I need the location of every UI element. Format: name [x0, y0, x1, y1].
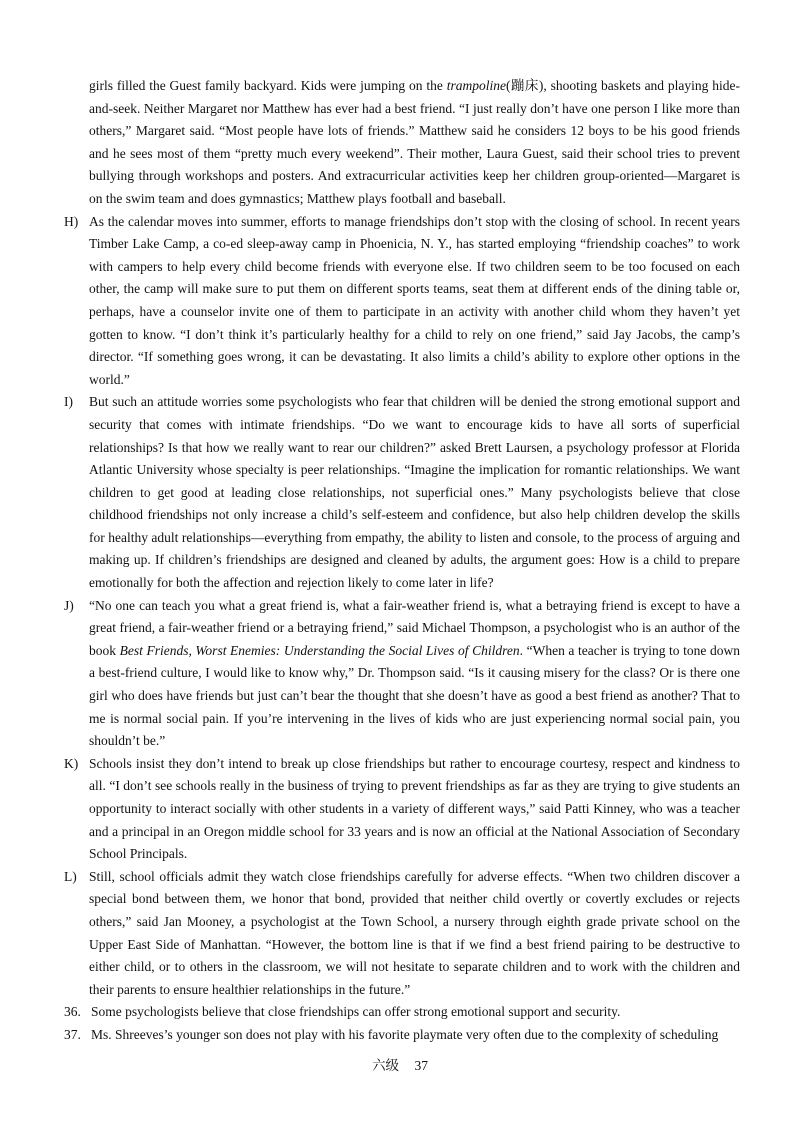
paragraph-label: H) — [64, 213, 79, 229]
paragraph-i — [64, 391, 740, 594]
question-text: Some psychologists believe that close friendships can offer strong emotional support and security. — [91, 1004, 621, 1020]
paragraph-continued — [64, 75, 740, 211]
paragraph-j — [64, 595, 740, 753]
paragraph-text-before: girls filled the Guest family backyard. Kids were jumping on the — [89, 78, 447, 93]
paragraph-label: I) — [64, 394, 73, 410]
paragraph-italic-term: trampoline — [446, 78, 506, 93]
paragraph-text: Still, school officials admit they watch close friendships carefully for adverse effects. “When two children discover a special bond between them, we honor that bond, provided that neither child overtly or covertly excludes or rejects others,” said Jan Mooney, a psychologist at the Town School, a nursery through eighth grade private school on the Upper East Side of Manhattan. “However, the bottom line is that if we find a best friend pairing to be destructive to either child, or to others in the classroom, we will not hesitate to separate children and to work with the children and their parents to ensure healthier relationships in the future.” — [89, 868, 740, 997]
paragraph-l — [64, 866, 740, 1002]
paragraph-label: L) — [64, 868, 77, 884]
paragraph-text-after: (蹦床), shooting baskets and playing hide-and-seek. Neither Margaret nor Matthew has ever had a best friend. “I just really don’t have one person I like more than others,” Margaret said. “Most people have lots of friends.” Matthew said he considers 12 boys to be his good friends and he sees most of them “pretty much every weekend”. Their mother, Laura Guest, said their school tries to prevent bullying through workshops and posters. And extracurricular activities keep her children group-oriented—Margaret is on the swim team and does gymnastics; Matthew plays football and baseball. — [89, 78, 741, 206]
question-37 — [64, 1024, 740, 1047]
book-title: Best Friends, Worst Enemies: Understanding the Social Lives of Children — [119, 642, 520, 658]
paragraph-text: Schools insist they don’t intend to break up close friendships but rather to encourage courtesy, respect and kindness to all. “I don’t see schools really in the business of trying to prevent friendships as far as they are trying to give students an opportunity to interact socially with other students in a variety of different ways,” said Patti Kinney, who was a teacher and a principal in an Oregon middle school for 33 years and is now an official at the National Association of Secondary School Principals. — [89, 755, 740, 862]
question-number: 36. — [64, 1004, 81, 1020]
question-text: Ms. Shreeves’s younger son does not play with his favorite playmate very often due to the complexity of scheduling — [91, 1026, 719, 1042]
paragraph-text-after: . “When a teacher is trying to tone down a best-friend culture, I would like to know why,” Dr. Thompson said. “Is it causing misery for the class? Or is there one girl who does have friends but just can’t bear the thought that she doesn’t have as good a best friend as another? That to me is normal social pain. If you’re intervening in the lives of kids who are just experiencing normal social pain, you shouldn’t be.” — [89, 642, 740, 749]
reading-passage — [64, 75, 740, 1047]
paragraph-h — [64, 211, 740, 392]
question-number: 37. — [64, 1026, 81, 1042]
paragraph-text: As the calendar moves into summer, efforts to manage friendships don’t stop with the closing of school. In recent years Timber Lake Camp, a co-ed sleep-away camp in Phoenicia, N. Y., has started employing “friendship coaches” to work with campers to help every child become friends with everyone else. If two children seem to be too focused on each other, the camp will make sure to put them on different sports teams, seat them at different ends of the dining table or, perhaps, have a counselor invite one of them to participate in an activity with another child whom they haven’t yet gotten to know. “I don’t think it’s particularly healthy for a child to rely on one friend,” said Jay Jacobs, the camp’s director. “If something goes wrong, it can be devastating. It also limits a child’s ability to explore other options in the world.” — [89, 213, 740, 387]
paragraph-label: K) — [64, 755, 79, 771]
question-36 — [64, 1001, 740, 1024]
paragraph-k — [64, 753, 740, 866]
paragraph-text: But such an attitude worries some psychologists who fear that children will be denied the strong emotional support and security that comes with intimate friendships. “Do we want to encourage kids to have all sorts of superficial relationships? Is that how we really want to rear our children?” asked Brett Laursen, a psychology professor at Florida Atlantic University whose specialty is peer relationships. “Imagine the implication for romantic relationships. We want children to get good at leading close relationships, not superficial ones.” Many psychologists believe that close childhood friendships not only increase a child’s self-esteem and confidence, but also help children develop the skills for healthy adult relationships—everything from empathy, the ability to listen and console, to the process of arguing and making up. If children’s friendships are designed and cleaned by adults, the argument goes: How is a child to prepare emotionally for both the affection and rejection likely to come later in life? — [89, 394, 740, 591]
paragraph-label: J) — [64, 597, 74, 613]
page-number: 37 — [414, 1058, 428, 1073]
paragraph-text-before: “No one can teach you what a great friend is, what a fair-weather friend is, what a betraying friend is except to have a great friend, a fair-weather friend or a betraying friend,” said Michael Thompson, a psychologist who is an author of the book — [89, 597, 740, 658]
page-footer — [0, 1054, 800, 1074]
footer-section: 六级 — [372, 1058, 400, 1073]
